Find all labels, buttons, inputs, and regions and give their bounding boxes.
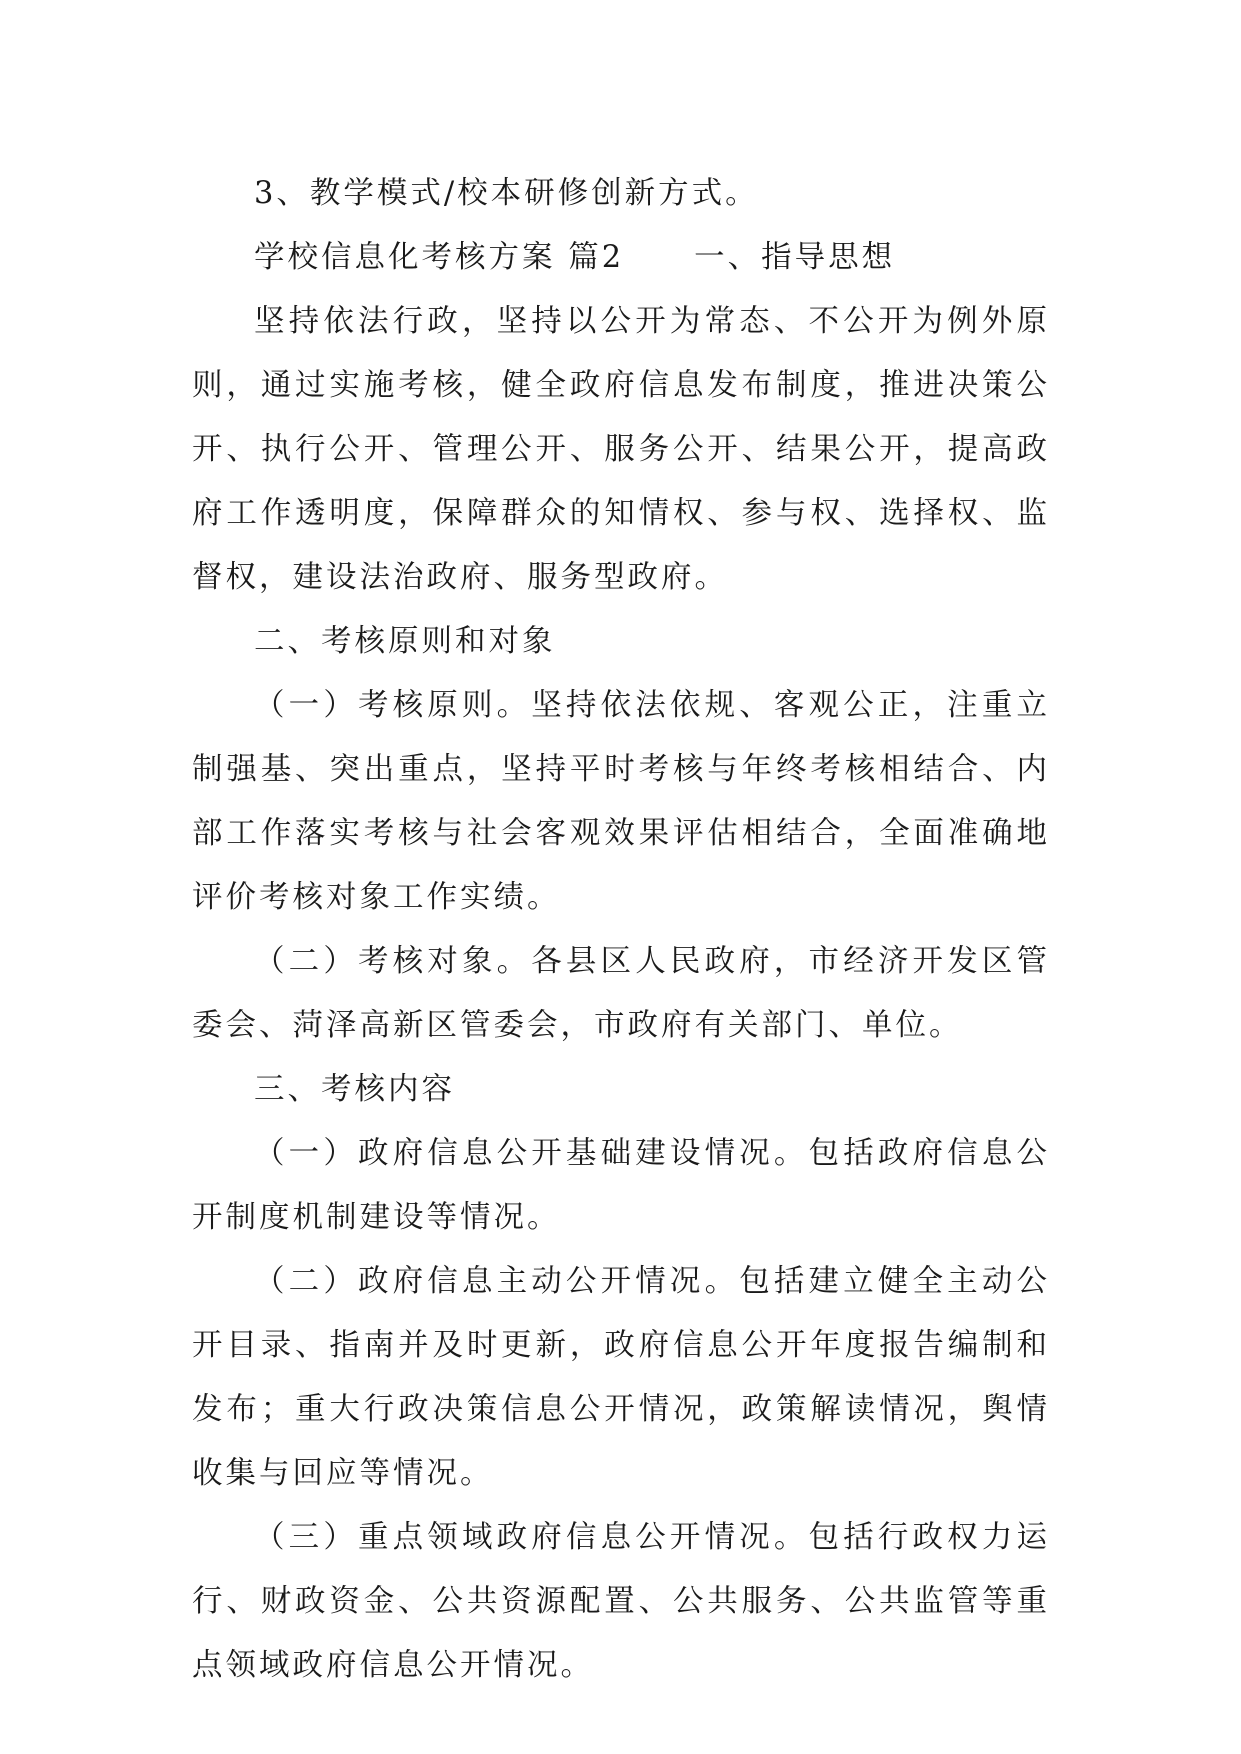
paragraph-targets: （二）考核对象。各县区人民政府，市经济开发区管委会、菏泽高新区管委会，市政府有关部门、单位。 [192,944,1050,1043]
heading-principles: 二、考核原则和对象 [254,624,556,659]
paragraph-guiding-thought: 坚持依法行政，坚持以公开为常态、不公开为例外原则，通过实施考核，健全政府信息发布制度，推进决策公开、执行公开、管理公开、服务公开、结果公开，提高政府工作透明度，保障群众的知情权、参与权、选择权、监督权，建设法治政府、服务型政府。 [192,304,1050,595]
document-body [192,162,1050,1698]
paragraph-active-disclosure: （二）政府信息主动公开情况。包括建立健全主动公开目录、指南并及时更新，政府信息公开年度报告编制和发布；重大行政决策信息公开情况，政策解读情况，舆情收集与回应等情况。 [192,1264,1050,1491]
paragraph-foundation: （一）政府信息公开基础建设情况。包括政府信息公开制度机制建设等情况。 [192,1136,1050,1235]
list-item-3: 3、教学模式/校本研修创新方式。 [254,176,759,211]
heading-content: 三、考核内容 [254,1072,455,1107]
section-heading [192,226,1050,290]
paragraph-key-areas: （三）重点领域政府信息公开情况。包括行政权力运行、财政资金、公共资源配置、公共服务、公共监管等重点领域政府信息公开情况。 [192,1520,1050,1683]
section-subtitle: 一、指导思想 [694,240,896,275]
paragraph-principles: （一）考核原则。坚持依法依规、客观公正，注重立制强基、突出重点，坚持平时考核与年终考核相结合、内部工作落实考核与社会客观效果评估相结合，全面准确地评价考核对象工作实绩。 [192,688,1050,915]
section-title: 学校信息化考核方案 篇2 [254,240,625,275]
